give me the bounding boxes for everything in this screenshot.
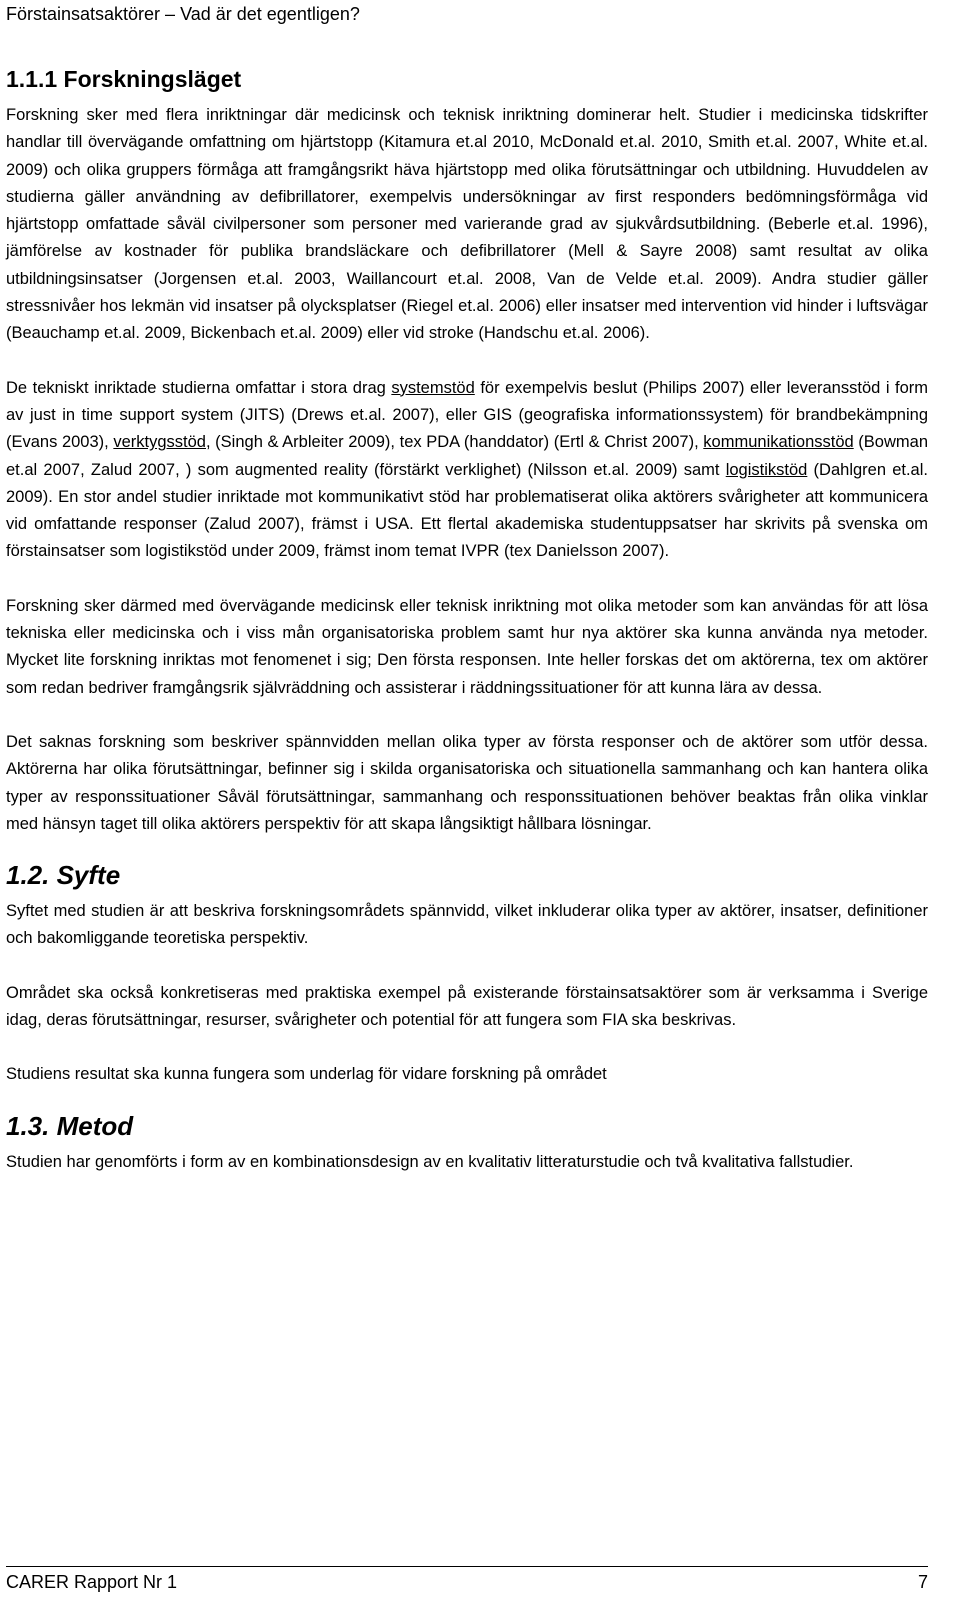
section-heading-metod: 1.3. Metod [6,1110,134,1141]
underlined-term: verktygsstöd [113,433,206,452]
paragraph: Studiens resultat ska kunna fungera som underlag för vidare forskning på området [6,1065,607,1084]
paragraph: Syftet med studien är att beskriva forskningsområdets spännvidd, vilket inkluderar olika typer av aktörer, insatser, definitioner och bakomliggande teoretiska perspektiv. [6,902,928,948]
text-run: , (Singh & Arbleiter 2009), tex PDA (handdator) (Ertl & Christ 2007), [205,433,704,452]
paragraph: Området ska också konkretiseras med praktiska exempel på existerande förstainsatsaktörer som är verksamma i Sverige idag, deras förutsättningar, resurser, svårigheter och potential för att fungera som FIA ska beskrivas. [6,983,928,1030]
text-run: (Dahlgren et.al. 2009). En stor andel studier inriktade mot kommunikativt stöd har problematiserat olika aktörers svårigheter att kommunicera vid omfattande responser (Zalud 2007), främst i USA. Ett flertal akademiska studentuppsatser har skrivits på svenska om förstainsatser som logistikstöd under 2009, främst inom temat IVPR (tex Danielsson 2007). [6,460,928,561]
paragraph: Forskning sker med flera inriktningar där medicinsk och teknisk inriktning dominerar helt. Studier i medicinska tidskrifter handlar till övervägande omfattning om hjärtstopp (Kitamura et.al 2010, McDonald et.al. 2010, Smith et.al. 2007, White et.al. 2009) och olika gruppers förmåga att framgångsrikt häva hjärtstopp med olika förutsättningar och utbildning. Huvuddelen av studierna gäller användning av defibrillatorer, exempelvis undersökningar av first responders bedömningsförmåga vid hjärtstopp omfattade såväl civilpersoner som personer med varierande grad av sjukvårdsutbildning. (Beberle et.al. 1996), jämförelse av kostnader för publika brandsläckare och defibrillatorer (Mell & Sayre 2008) samt resultat av olika utbildningsinsatser (Jorgensen et.al. 2003, Waillancourt et.al. 2008, Van de Velde et.al. 2009). Andra studier gäller stressnivåer hos lekmän vid insatser på olycksplatser (Riegel et.al. 2006) eller insatser med intervention vid hinder i luftsvägar (Beauchamp et.al. 2009, Bickenbach et.al. 2009) eller vid stroke (Handschu et.al. 2006). [6,106,928,343]
paragraph [6,375,928,566]
text-run: De tekniskt inriktade studierna omfattar i stora drag [6,378,392,397]
underlined-term: kommunikationsstöd [703,433,854,452]
underlined-term: systemstöd [391,378,475,397]
footer-divider [6,1566,928,1567]
text-run: (Bowman et.al 2007, Zalud 2007, ) som augmented reality (förstärkt verklighet) (Nilsson et.al. 2009) samt [6,433,928,479]
section-heading-syfte: 1.2. Syfte [6,860,121,891]
running-header: Förstainsatsaktörer – Vad är det egentligen? [6,4,360,24]
footer-report-name: CARER Rapport Nr 1 [6,1572,178,1592]
underlined-term: logistikstöd [725,460,808,479]
main-content [6,64,928,1176]
page-number: 7 [917,1572,928,1592]
paragraph: Studien har genomförts i form av en kombinationsdesign av en kvalitativ litteraturstudie och två kvalitativa fallstudier. [6,1152,854,1171]
paragraph: Det saknas forskning som beskriver spännvidden mellan olika typer av första responser och de aktörer som utför dessa. Aktörerna har olika förutsättningar, befinner sig i skilda organisatoriska och situationella sammanhang och kan hantera olika typer av responssituationer Såväl förutsättningar, sammanhang och responssituationen behöver beaktas från olika vinklar med hänsyn taget till olika aktörers perspektiv för att skapa långsiktigt hållbara lösningar. [6,732,928,833]
section-heading-forskningslaget: 1.1.1 Forskningsläget [6,66,242,92]
text-run: för exempelvis beslut (Philips 2007) eller leveransstöd i form av just in time support system (JITS) (Drews et.al. 2007), eller GIS (geografiska informationssystem) för brandbekämpning (Evans 2003), [6,378,929,452]
paragraph: Forskning sker därmed med övervägande medicinsk eller teknisk inriktning mot olika metoder som kan användas för att lösa tekniska eller medicinska och i viss mån organisatoriska problem samt hur nya aktörer ska kunna använda nya metoder. Mycket lite forskning inriktas mot fenomenet i sig; Den första responsen. Inte heller forskas det om aktörerna, tex om aktörer som redan bedriver framgångsrik självräddning och assisterar i räddningssituationer för att kunna lära av dessa. [6,596,928,697]
